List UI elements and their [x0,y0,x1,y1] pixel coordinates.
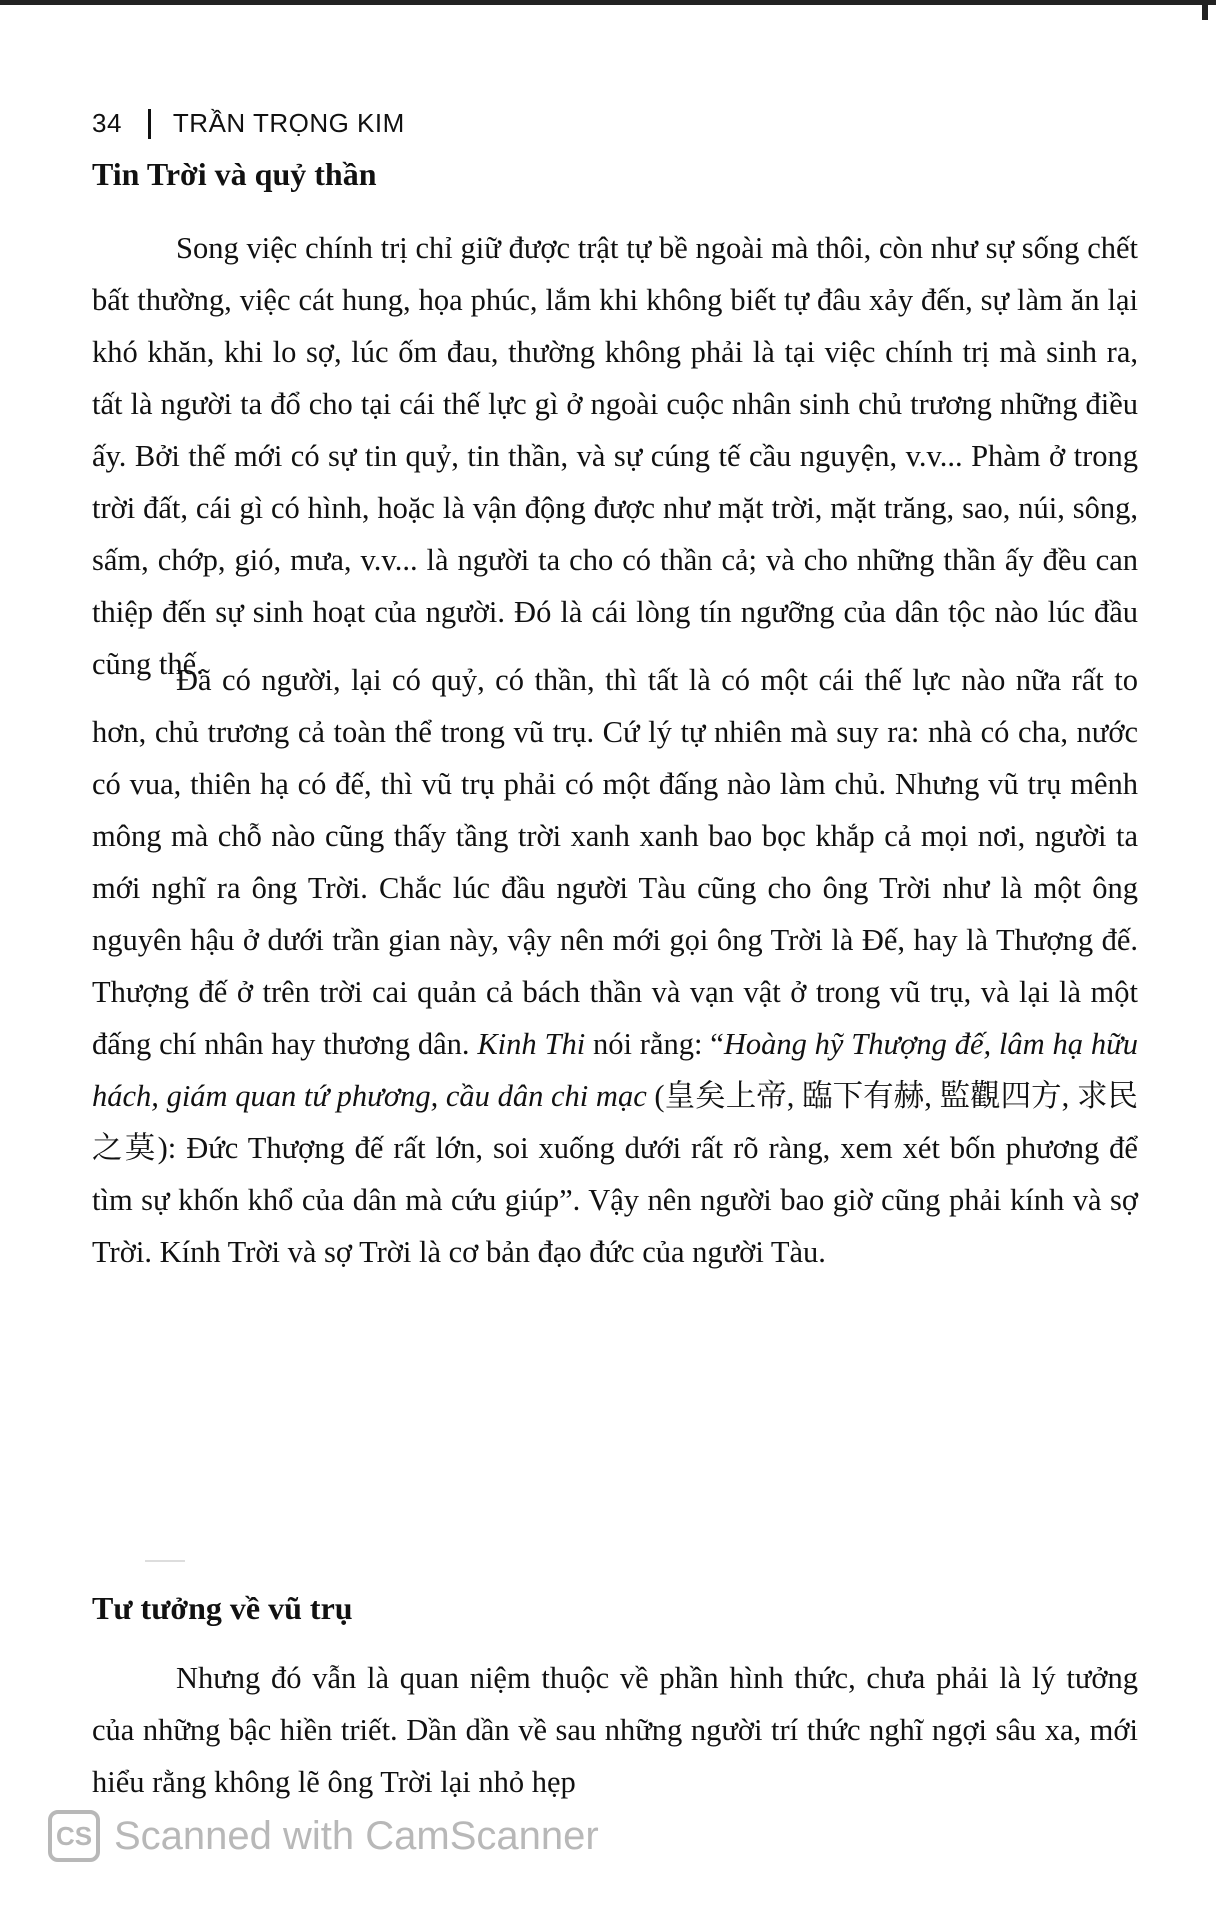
paragraph-2-mid: nói rằng: “ [585,1027,724,1061]
paragraph-3: Nhưng đó vẫn là quan niệm thuộc về phần hình thức, chưa phải là lý tưởng của những bậc hiền triết. Dần dần về sau những người trí thức nghĩ ngợi sâu xa, mới hiểu rằng không lẽ ông Trời lại nhỏ hẹp [92,1661,1138,1799]
quote-hanzi: (皇矣上帝, 臨下有赫, 監觀四方, 求民之莫) [92,1079,1139,1165]
section-title-tin-troi: Tin Trời và quỷ thần [92,156,377,192]
section-title-tu-tuong: Tư tưởng về vũ trụ [92,1590,353,1626]
running-header [92,108,405,139]
header-separator [148,109,151,139]
paragraph-1: Song việc chính trị chỉ giữ được trật tự bề ngoài mà thôi, còn như sự sống chết bất thường, việc cát hung, họa phúc, lắm khi không biết tự đâu xảy đến, sự làm ăn lại khó khăn, khi lo sợ, lúc ốm đau, thường không phải là tại việc chính trị mà sinh ra, tất là người ta đổ cho tại cái thế lực gì ở ngoài cuộc nhân sinh chủ trương những điều ấy. Bởi thế mới có sự tin quỷ, tin thần, và sự cúng tế cầu nguyện, v.v... Phàm ở trong trời đất, cái gì có hình, hoặc là vận động được như mặt trời, mặt trăng, sao, núi, sông, sấm, chớp, gió, mưa, v.v... là người ta cho có thần cả; và cho những thần ấy đều can thiệp đến sự sinh hoạt của người. Đó là cái lòng tín ngưỡng của dân tộc nào lúc đầu cũng thế. [92,231,1138,681]
camscanner-watermark [48,1810,599,1862]
paragraph-2-text: Đã có người, lại có quỷ, có thần, thì tất là có một cái thế lực nào nữa rất to hơn, chủ trương cả toàn thể trong vũ trụ. Cứ lý tự nhiên mà suy ra: nhà có cha, nước có vua, thiên hạ có đế, thì vũ trụ phải có một đấng nào làm chủ. Nhưng vũ trụ mênh mông mà chỗ nào cũng thấy tầng trời xanh xanh bao bọc khắp cả mọi nơi, người ta mới nghĩ ra ông Trời. Chắc lúc đầu người Tàu cũng cho ông Trời như là một ông nguyên hậu ở dưới trần gian này, vậy nên mới gọi ông Trời là Đế, hay là Thượng đế. Thượng đế ở trên trời cai quản cả bách thần và vạn vật ở trong vũ trụ, và lại là một đấng chí nhân hay thương dân. [92,663,1138,1061]
quote-transliteration: Hoàng hỹ Thượng đế, lâm hạ hữu hách, giám quan tứ phương, cầu dân chi mạc [92,1027,1138,1113]
scan-artifact [145,1560,185,1562]
watermark-text: Scanned with CamScanner [114,1813,599,1858]
page-top-edge [0,0,1216,5]
page-number: 34 [92,108,122,138]
author-name: TRẦN TRỌNG KIM [172,108,405,138]
scan-edge-mark [1202,0,1208,20]
book-title: Kinh Thi [477,1027,586,1061]
paragraph-2 [92,654,1138,1278]
camscanner-logo-icon: CS [48,1810,100,1862]
paragraph-2-end: : Đức Thượng đế rất lớn, soi xuống dưới rất rõ ràng, xem xét bốn phương để tìm sự khốn khổ của dân mà cứu giúp”. Vậy nên người bao giờ cũng phải kính và sợ Trời. Kính Trời và sợ Trời là cơ bản đạo đức của người Tàu. [92,1131,1138,1269]
